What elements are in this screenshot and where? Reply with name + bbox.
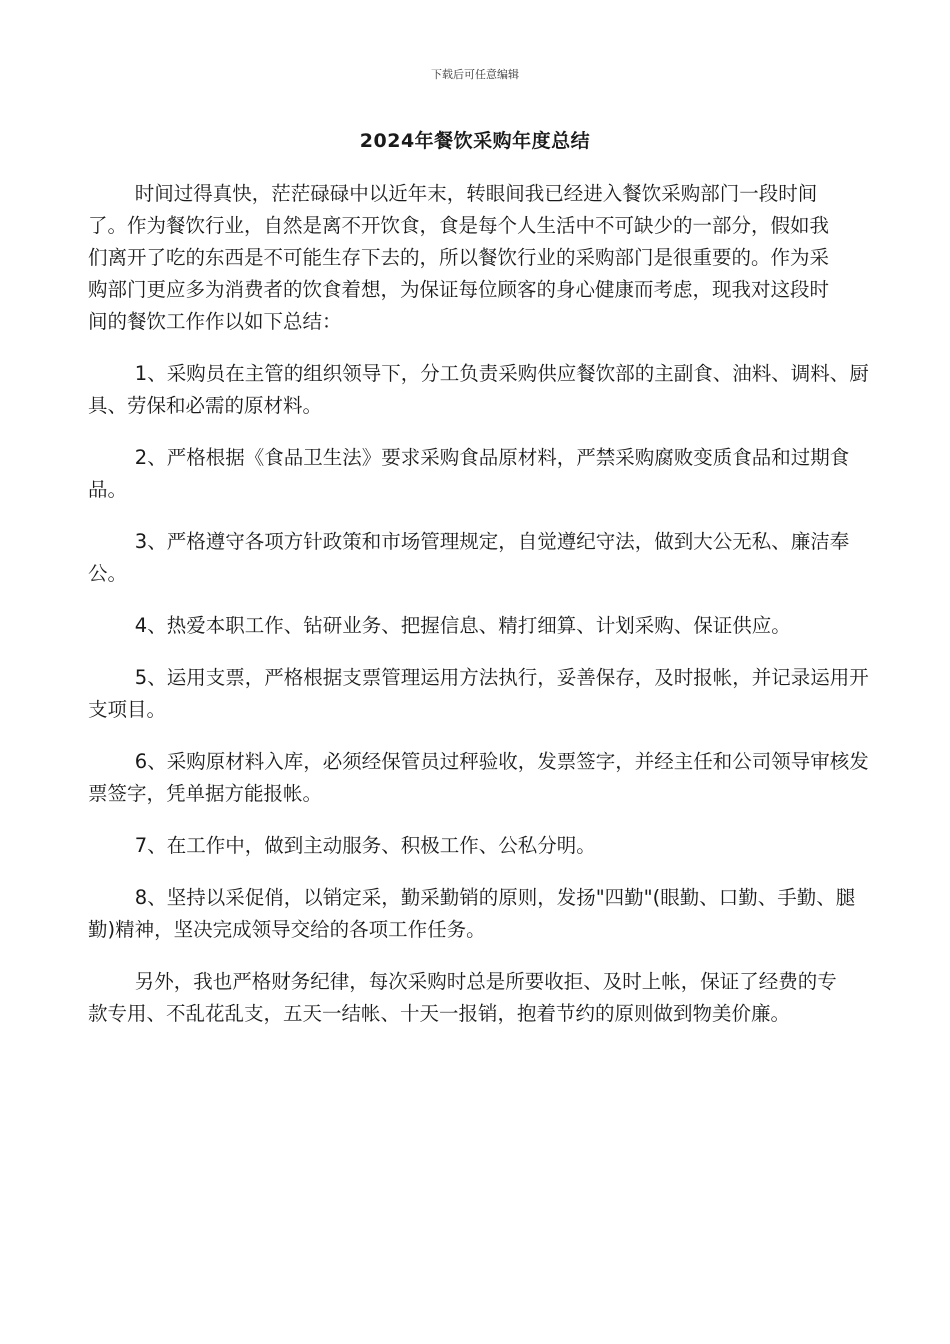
list-item-7: 7、在工作中，做到主动服务、积极工作、公私分明。 xyxy=(134,834,596,857)
list-item-8: 8、坚持以采促俏，以销定采，勤采勤销的原则，发扬"四勤"(眼勤、口勤、手勤、腿勤)精神，坚决完成领导交给的各项工作任务。 xyxy=(88,886,856,941)
list-item-6: 6、采购原材料入库，必须经保管员过秤验收，发票签字，并经主任和公司领导审核发票签字，凭单据方能报帐。 xyxy=(88,750,869,805)
list-item-5: 5、运用支票，严格根据支票管理运用方法执行，妥善保存，及时报帐，并记录运用开支项目。 xyxy=(88,666,869,721)
closing-paragraph: 另外，我也严格财务纪律，每次采购时总是所要收拒、及时上帐，保证了经费的专款专用、不乱花乱支，五天一结帐、十天一报销，抱着节约的原则做到物美价廉。 xyxy=(88,970,837,1025)
intro-paragraph: 时间过得真快，茫茫碌碌中以近年末，转眼间我已经进入餐饮采购部门一段时间了。作为餐饮行业，自然是离不开饮食，食是每个人生活中不可缺少的一部分，假如我们离开了吃的东西是不可能生存下去的，所以餐饮行业的采购部门是很重要的。作为采购部门更应多为消费者的饮食着想，为保证每位顾客的身心健康而考虑，现我对这段时间的餐饮工作作以如下总结： xyxy=(88,182,830,333)
document-title: 2024年餐饮采购年度总结 xyxy=(359,130,591,152)
document-body xyxy=(88,178,878,1050)
list-item-1: 1、采购员在主管的组织领导下，分工负责采购供应餐饮部的主副食、油料、调料、厨具、劳保和必需的原材料。 xyxy=(88,362,869,417)
list-item-4: 4、热爱本职工作、钻研业务、把握信息、精打细算、计划采购、保证供应。 xyxy=(134,614,791,637)
header-note: 下载后可任意编辑 xyxy=(431,68,519,81)
list-item-3: 3、严格遵守各项方针政策和市场管理规定，自觉遵纪守法，做到大公无私、廉洁奉公。 xyxy=(88,530,850,585)
list-item-2: 2、严格根据《食品卫生法》要求采购食品原材料，严禁采购腐败变质食品和过期食品。 xyxy=(88,446,850,501)
